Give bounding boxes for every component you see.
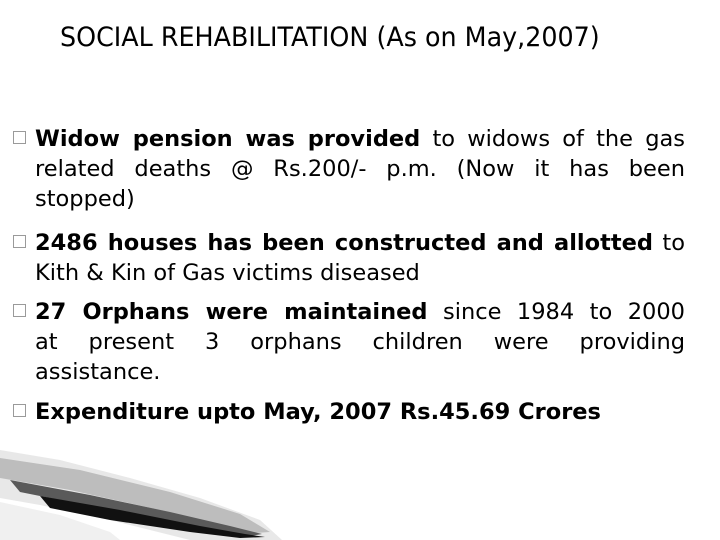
- bullet-orphans: [35, 297, 685, 387]
- bullet-text: assistance.: [35, 359, 161, 385]
- bullet-text: since 1984 to 2000: [427, 299, 685, 325]
- slide-title: SOCIAL REHABILITATION (As on May,2007): [60, 22, 600, 53]
- bullet-marker-icon: [13, 235, 26, 248]
- bullet-bold-text: 2486 houses has been constructed and allotted: [35, 230, 653, 256]
- bullet-text: stopped): [35, 186, 135, 212]
- decorative-swoosh: [0, 440, 720, 540]
- bullet-text: to widows of the gas: [420, 126, 685, 152]
- bullet-houses: [35, 228, 685, 288]
- bullet-text: to: [652, 230, 685, 256]
- bullet-bold-text: Widow pension was provided: [35, 126, 421, 152]
- bullet-marker-icon: [13, 131, 26, 144]
- bullet-text: related deaths @ Rs.200/- p.m. (Now it has been: [35, 156, 685, 182]
- bullet-widow-pension: [35, 124, 685, 214]
- bullet-expenditure: [35, 397, 685, 427]
- bullet-bold-text: 27 Orphans were maintained: [35, 299, 428, 325]
- bullet-marker-icon: [13, 404, 26, 417]
- bullet-text: Kith & Kin of Gas victims diseased: [35, 260, 420, 286]
- bullet-bold-text: Expenditure upto May, 2007 Rs.45.69 Crores: [35, 399, 601, 425]
- bullet-marker-icon: [13, 304, 26, 317]
- bullet-text: at present 3 orphans children were providing: [35, 329, 685, 355]
